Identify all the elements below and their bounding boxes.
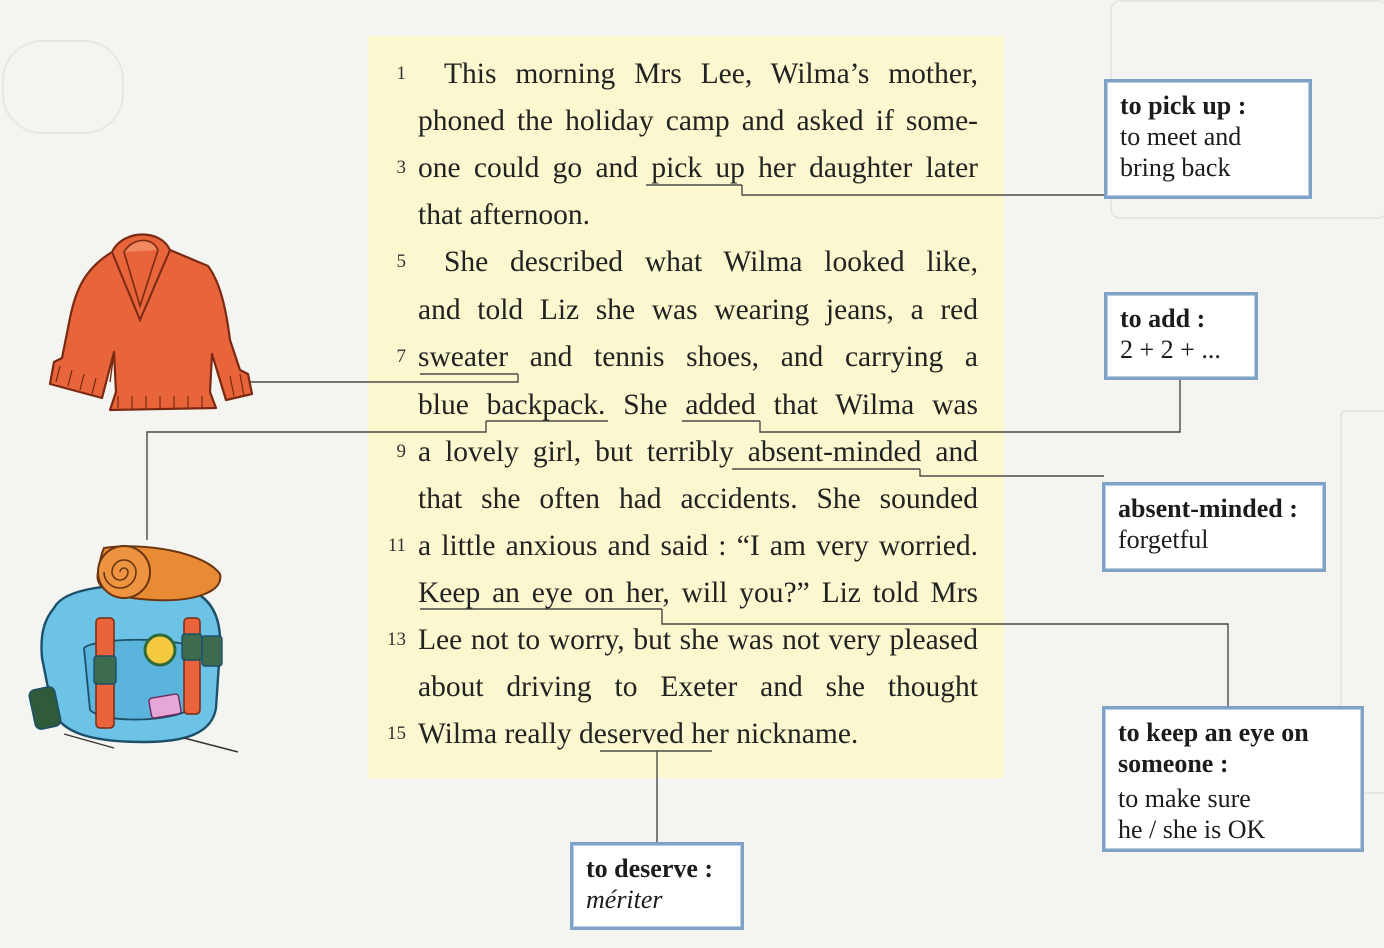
passage-line: This morning Mrs Lee, Wilma’s mother, [444,58,978,90]
passage-line: phoned the holiday camp and asked if some- [418,105,978,137]
line-number: 11 [387,535,406,556]
gloss-term: to pick up : [1120,91,1247,120]
passage-line: one could go and pick up her daughter later [418,152,978,184]
passage-line: and told Liz she was wearing jeans, a red [418,294,978,326]
gloss-term: absent-minded : [1118,494,1298,523]
sweater-illustration [40,222,255,417]
gloss-definition: bring back [1120,153,1231,182]
passage-line: about driving to Exeter and she thought [418,671,978,703]
line-number: 5 [396,251,406,272]
backpack-illustration [24,538,240,754]
line-number: 1 [396,63,406,84]
passage-line: blue backpack. She added that Wilma was [418,389,978,421]
gloss-definition: to meet and [1120,122,1242,151]
gloss-definition: to make sure [1118,784,1251,813]
gloss-definition: 2 + 2 + ... [1120,335,1221,364]
passage-line: Keep an eye on her, will you?” Liz told Mrs [418,577,978,609]
passage-line: a lovely girl, but terribly absent-minded and [418,436,978,468]
passage-line: that afternoon. [418,199,591,231]
passage-line: a little anxious and said : “I am very worried. [418,530,978,562]
passage-line: sweater and tennis shoes, and carrying a [418,341,978,373]
line-number: 15 [387,723,406,744]
gloss-term: to keep an eye on [1118,718,1309,747]
passage-line: Lee not to worry, but she was not very pleased [418,624,978,656]
passage-line: She described what Wilma looked like, [444,246,978,278]
line-number: 7 [396,346,406,367]
gloss-term: to add : [1120,304,1206,333]
gloss-box-deserve [570,842,744,930]
gloss-box-keep-eye [1102,706,1364,852]
passage-line: that she often had accidents. She sounded [418,483,978,515]
gloss-term: someone : [1118,749,1229,778]
gloss-definition: mériter [586,885,663,914]
gloss-definition: he / she is OK [1118,815,1266,844]
gloss-term: to deserve : [586,854,714,883]
passage-line: Wilma really deserved her nickname. [418,718,859,750]
line-number: 3 [396,157,406,178]
line-number: 9 [396,441,406,462]
gloss-definition: forgetful [1118,525,1209,554]
gloss-box-absent-minded [1102,482,1326,572]
gloss-box-add [1104,292,1258,380]
gloss-box-pick-up [1104,79,1312,199]
line-number: 13 [387,629,406,650]
